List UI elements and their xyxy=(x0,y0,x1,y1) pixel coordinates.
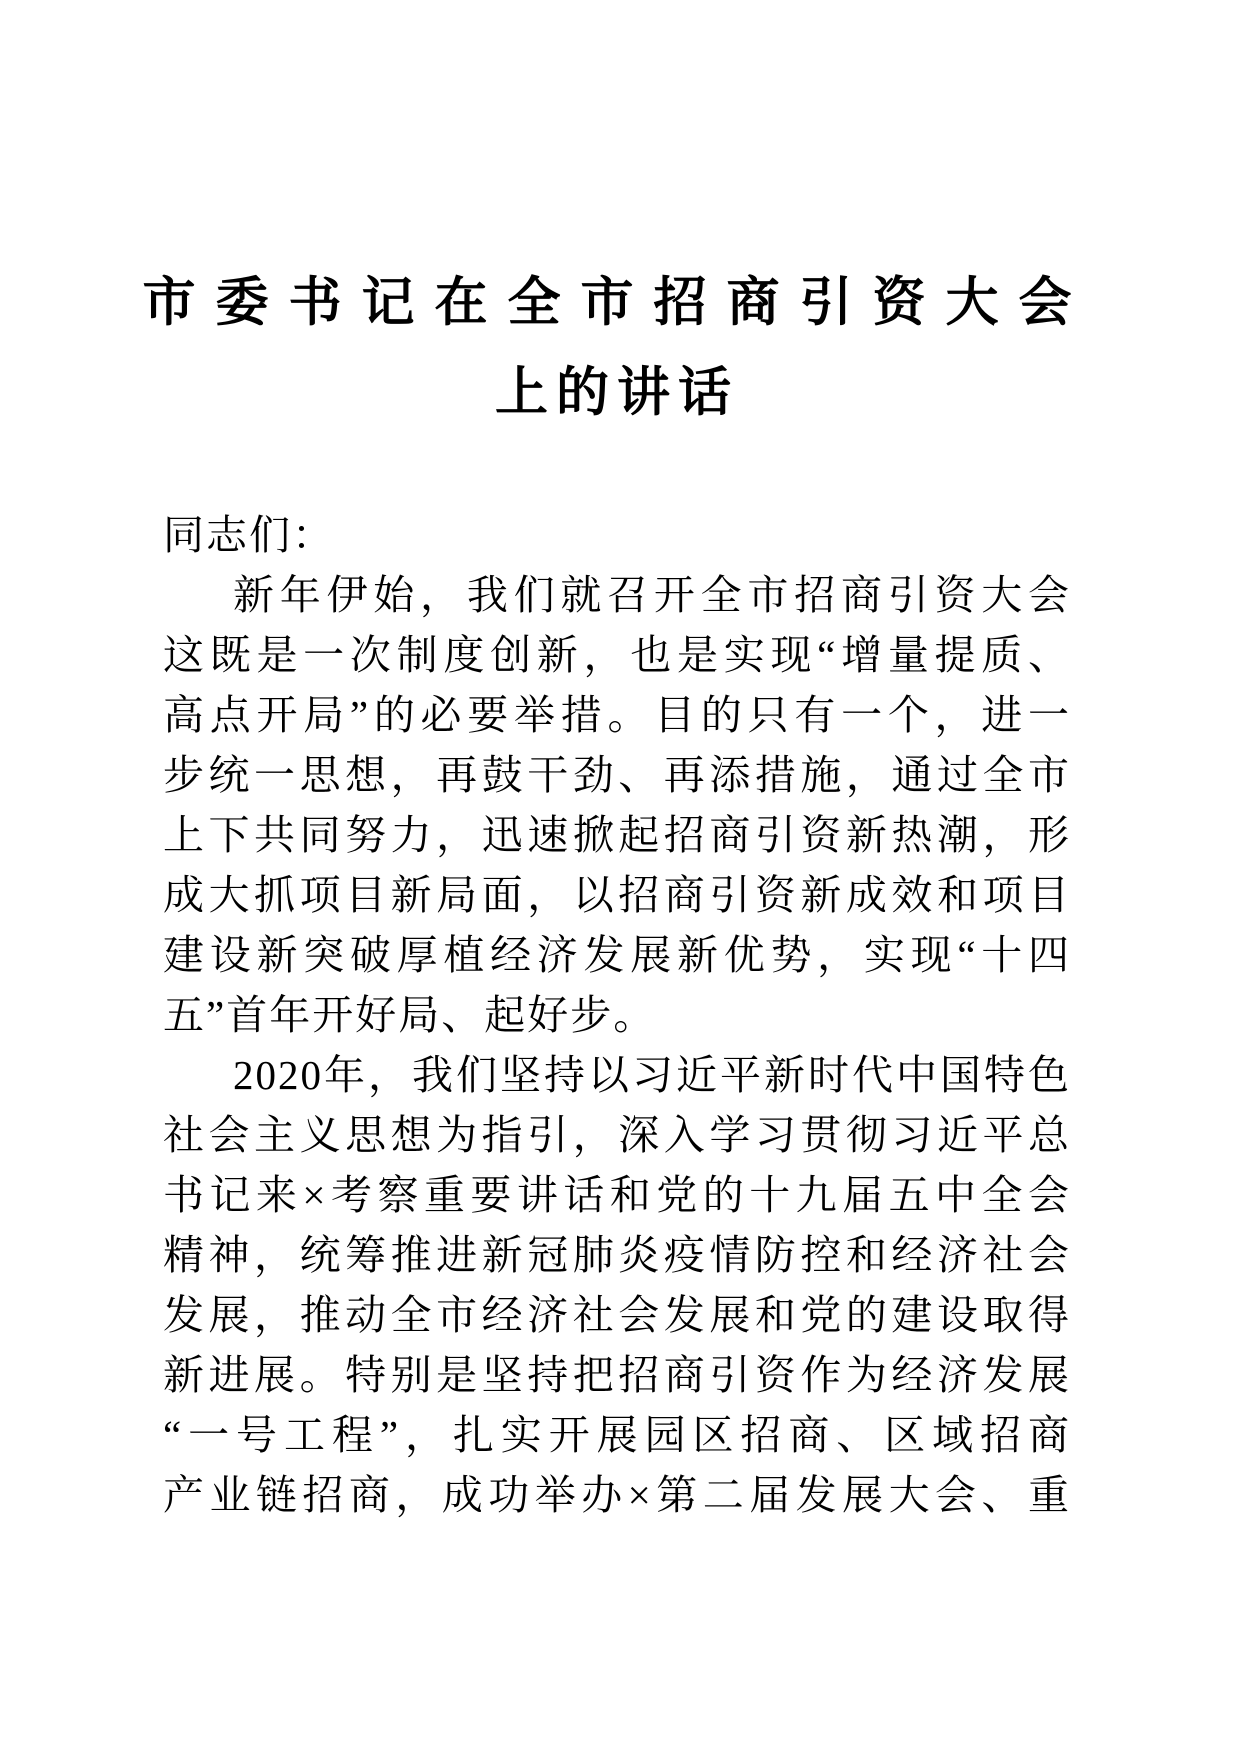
text-line: 同志们： xyxy=(163,512,335,558)
text-line: 产业链招商，成功举办×第二届发展大会、重 xyxy=(163,1472,1071,1518)
title-line: 市委书记在全市招商引资大会 xyxy=(142,273,1092,332)
text-line: 2020年，我们坚持以习近平新时代中国特色 xyxy=(233,1052,1071,1098)
text-line: 新年伊始，我们就召开全市招商引资大会 xyxy=(233,572,1071,618)
document-title xyxy=(0,258,1234,438)
text-line: 书记来×考察重要讲话和党的十九届五中全会 xyxy=(163,1172,1071,1218)
body-text xyxy=(163,505,1071,1525)
text-line: “一号工程”，扎实开展园区招商、区域招商 xyxy=(163,1412,1071,1458)
text-line: 这既是一次制度创新，也是实现“增量提质、 xyxy=(163,632,1071,678)
text-line: 步统一思想，再鼓干劲、再添措施，通过全市 xyxy=(163,752,1071,798)
text-line: 建设新突破厚植经济发展新优势，实现“十四 xyxy=(163,932,1071,978)
text-line: 五”首年开好局、起好步。 xyxy=(163,992,657,1038)
title-line: 上的讲话 xyxy=(495,363,739,422)
text-line: 社会主义思想为指引，深入学习贯彻习近平总 xyxy=(163,1112,1071,1158)
text-line: 高点开局”的必要举措。目的只有一个，进一 xyxy=(163,692,1071,738)
text-line: 发展，推动全市经济社会发展和党的建设取得 xyxy=(163,1292,1071,1338)
text-line: 成大抓项目新局面，以招商引资新成效和项目 xyxy=(163,872,1071,918)
text-line: 新进展。特别是坚持把招商引资作为经济发展 xyxy=(163,1352,1071,1398)
text-line: 上下共同努力，迅速掀起招商引资新热潮，形 xyxy=(163,812,1071,858)
text-line: 精神，统筹推进新冠肺炎疫情防控和经济社会 xyxy=(163,1232,1071,1278)
